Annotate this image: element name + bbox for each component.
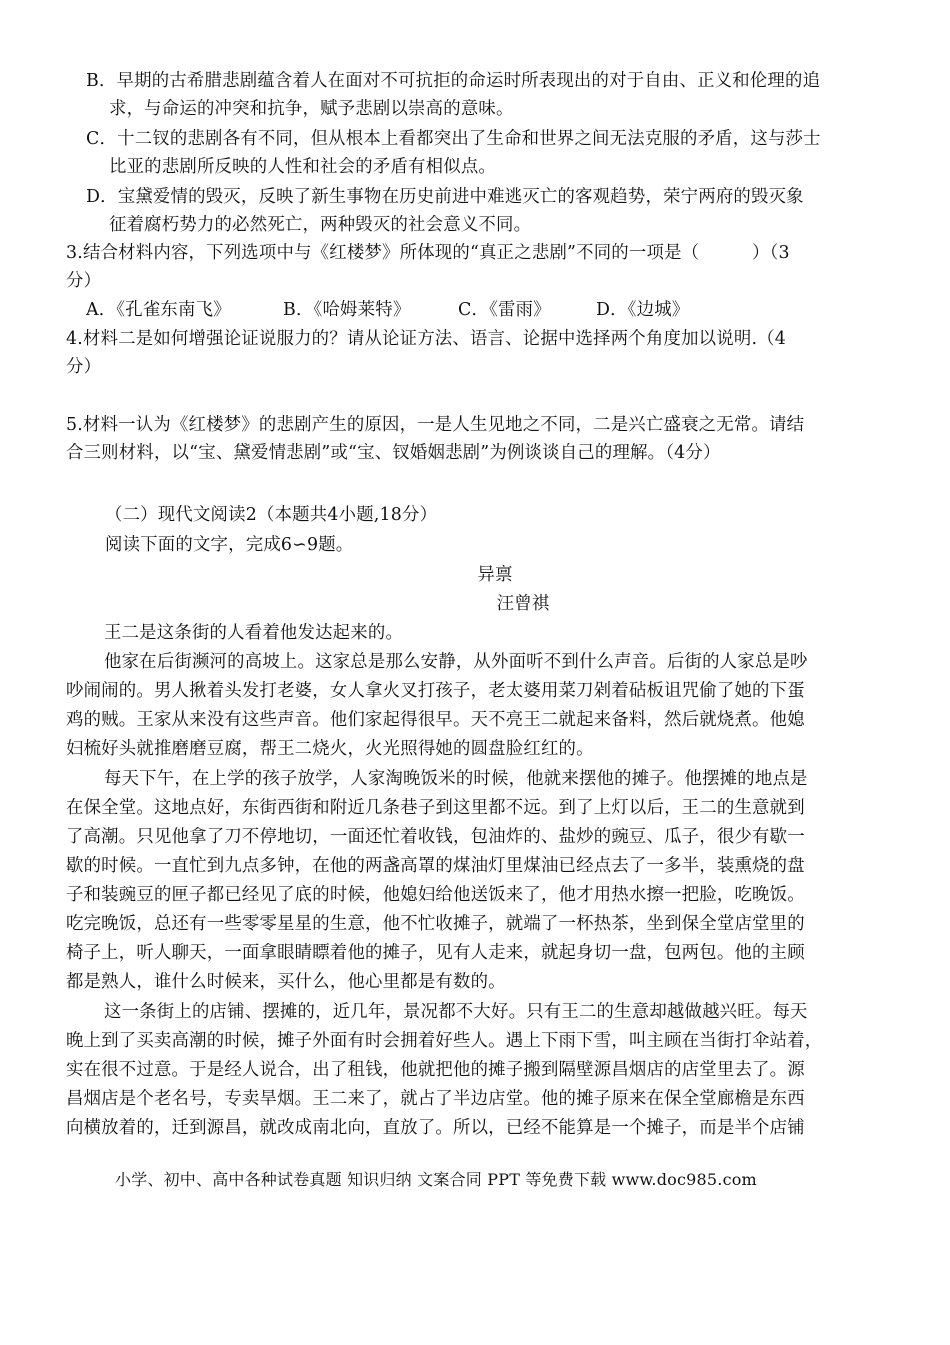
page-footer: 小学、初中、高中各种试卷真题 知识归纳 文案合同 PPT 等免费下载 www.doc985.com: [115, 1170, 757, 1189]
story-line: 在保全堂。这地点好，东街西街和附近几条巷子到这里都不远。到了上灯以后，王二的生意就到: [66, 798, 805, 818]
story-line: 每天下午，在上学的孩子放学，人家淘晚饭米的时候，他就来摆他的摊子。他摆摊的地点是: [104, 769, 808, 789]
story-line: 这一条街上的店铺、摆摊的，近几年，景况都不大好。只有王二的生意却越做越兴旺。每天: [104, 1002, 808, 1022]
q3-stem-line2: 分）: [66, 271, 102, 291]
q3-option-b: B．《哈姆莱特》: [283, 300, 411, 320]
q4-line1: 4.材料二是如何增强论证说服力的？请从论证方法、语言、论据中选择两个角度加以说明.（4: [66, 329, 787, 349]
story-line: 晚上到了买卖高潮的时候，摊子外面有时会拥着好些人。遇上下雨下雪，叫主顾在当街打伞站着，: [66, 1031, 823, 1051]
story-line: 吃完晚饭，总还有一些零零星星的生意，他不忙收摊子，就端了一杯热茶，坐到保全堂店堂里的: [66, 914, 805, 934]
option-c-line2: 比亚的悲剧所反映的人性和社会的矛盾有相似点。: [109, 157, 496, 177]
story-line: 昌烟店是个老名号，专卖旱烟。王二来了，就占了半边店堂。他的摊子原来在保全堂廊檐是东西: [66, 1089, 805, 1109]
option-c-line1: C．十二钗的悲剧各有不同，但从根本上看都突出了生命和世界之间无法克服的矛盾，这与莎士: [86, 129, 821, 149]
story-line: 向横放着的，迁到源昌，就改成南北向，直放了。所以，已经不能算是一个摊子，而是半个店铺: [66, 1118, 805, 1138]
section-instruction: 阅读下面的文字，完成6∽9题。: [105, 535, 354, 555]
section-heading: （二）现代文阅读2（本题共4小题,18分）: [105, 505, 438, 525]
story-line: 妇梳好头就推磨磨豆腐，帮王二烧火，火光照得她的圆盘脸红红的。: [66, 739, 594, 759]
q3-option-a: A．《孔雀东南飞》: [86, 300, 231, 320]
q3-option-c: C．《雷雨》: [458, 300, 551, 320]
option-d-line1: D．宝黛爱情的毁灭，反映了新生事物在历史前进中难逃灭亡的客观趋势，荣宁两府的毁灭象: [86, 187, 804, 207]
story-line: 了高潮。只见他拿了刀不停地切，一面还忙着收钱，包油炸的、盐炒的豌豆、瓜子，很少有歇一: [66, 827, 805, 847]
q4-line2: 分）: [66, 357, 102, 377]
story-line: 实在很不过意。于是经人说合，出了租钱，他就把他的摊子搬到隔壁源昌烟店的店堂里去了。源: [66, 1060, 805, 1080]
story-line: 王二是这条街的人看着他发达起来的。: [104, 623, 404, 643]
story-line: 吵闹闹的。男人揪着头发打老婆，女人拿火叉打孩子，老太婆用菜刀剁着砧板诅咒偷了她的下蛋: [66, 681, 805, 701]
story-line: 都是熟人，谁什么时候来，买什么，他心里都是有数的。: [66, 972, 506, 992]
story-line: 歇的时候。一直忙到九点多钟，在他的两盏高罩的煤油灯里煤油已经点去了一多半，装熏烧的盘: [66, 856, 805, 876]
story-author: 汪曾祺: [496, 594, 550, 614]
option-b-line2: 求，与命运的冲突和抗争，赋予悲剧以崇高的意味。: [109, 99, 514, 119]
story-line: 他家在后街濒河的高坡上。这家总是那么安静，从外面听不到什么声音。后街的人家总是吵: [104, 652, 808, 672]
option-b-line1: B．早期的古希腊悲剧蕴含着人在面对不可抗拒的命运时所表现出的对于自由、正义和伦理的追: [86, 71, 821, 91]
q5-line1: 5.材料一认为《红楼梦》的悲剧产生的原因，一是人生见地之不同，二是兴亡盛衰之无常。请结: [66, 415, 805, 435]
q3-stem-line1: 3.结合材料内容，下列选项中与《红楼梦》所体现的“真正之悲剧”不同的一项是（ ）（3: [66, 243, 790, 263]
q3-option-d: D．《边城》: [596, 300, 690, 320]
option-d-line2: 征着腐朽势力的必然死亡，两种毁灭的社会意义不同。: [109, 215, 532, 235]
q5-line2: 合三则材料，以“宝、黛爱情悲剧”或“宝、钗婚姻悲剧”为例谈谈自己的理解。（4分）: [66, 443, 721, 463]
story-title: 异禀: [477, 565, 513, 585]
story-line: 子和装豌豆的匣子都已经见了底的时候，他媳妇给他送饭来了，他才用热水擦一把脸，吃晚饭。: [66, 885, 805, 905]
story-line: 鸡的贼。王家从来没有这些声音。他们家起得很早。天不亮王二就起来备料，然后就烧煮。他媳: [66, 710, 805, 730]
story-line: 椅子上，听人聊天，一面拿眼睛瞟着他的摊子，见有人走来，就起身切一盘，包两包。他的主顾: [66, 943, 805, 963]
